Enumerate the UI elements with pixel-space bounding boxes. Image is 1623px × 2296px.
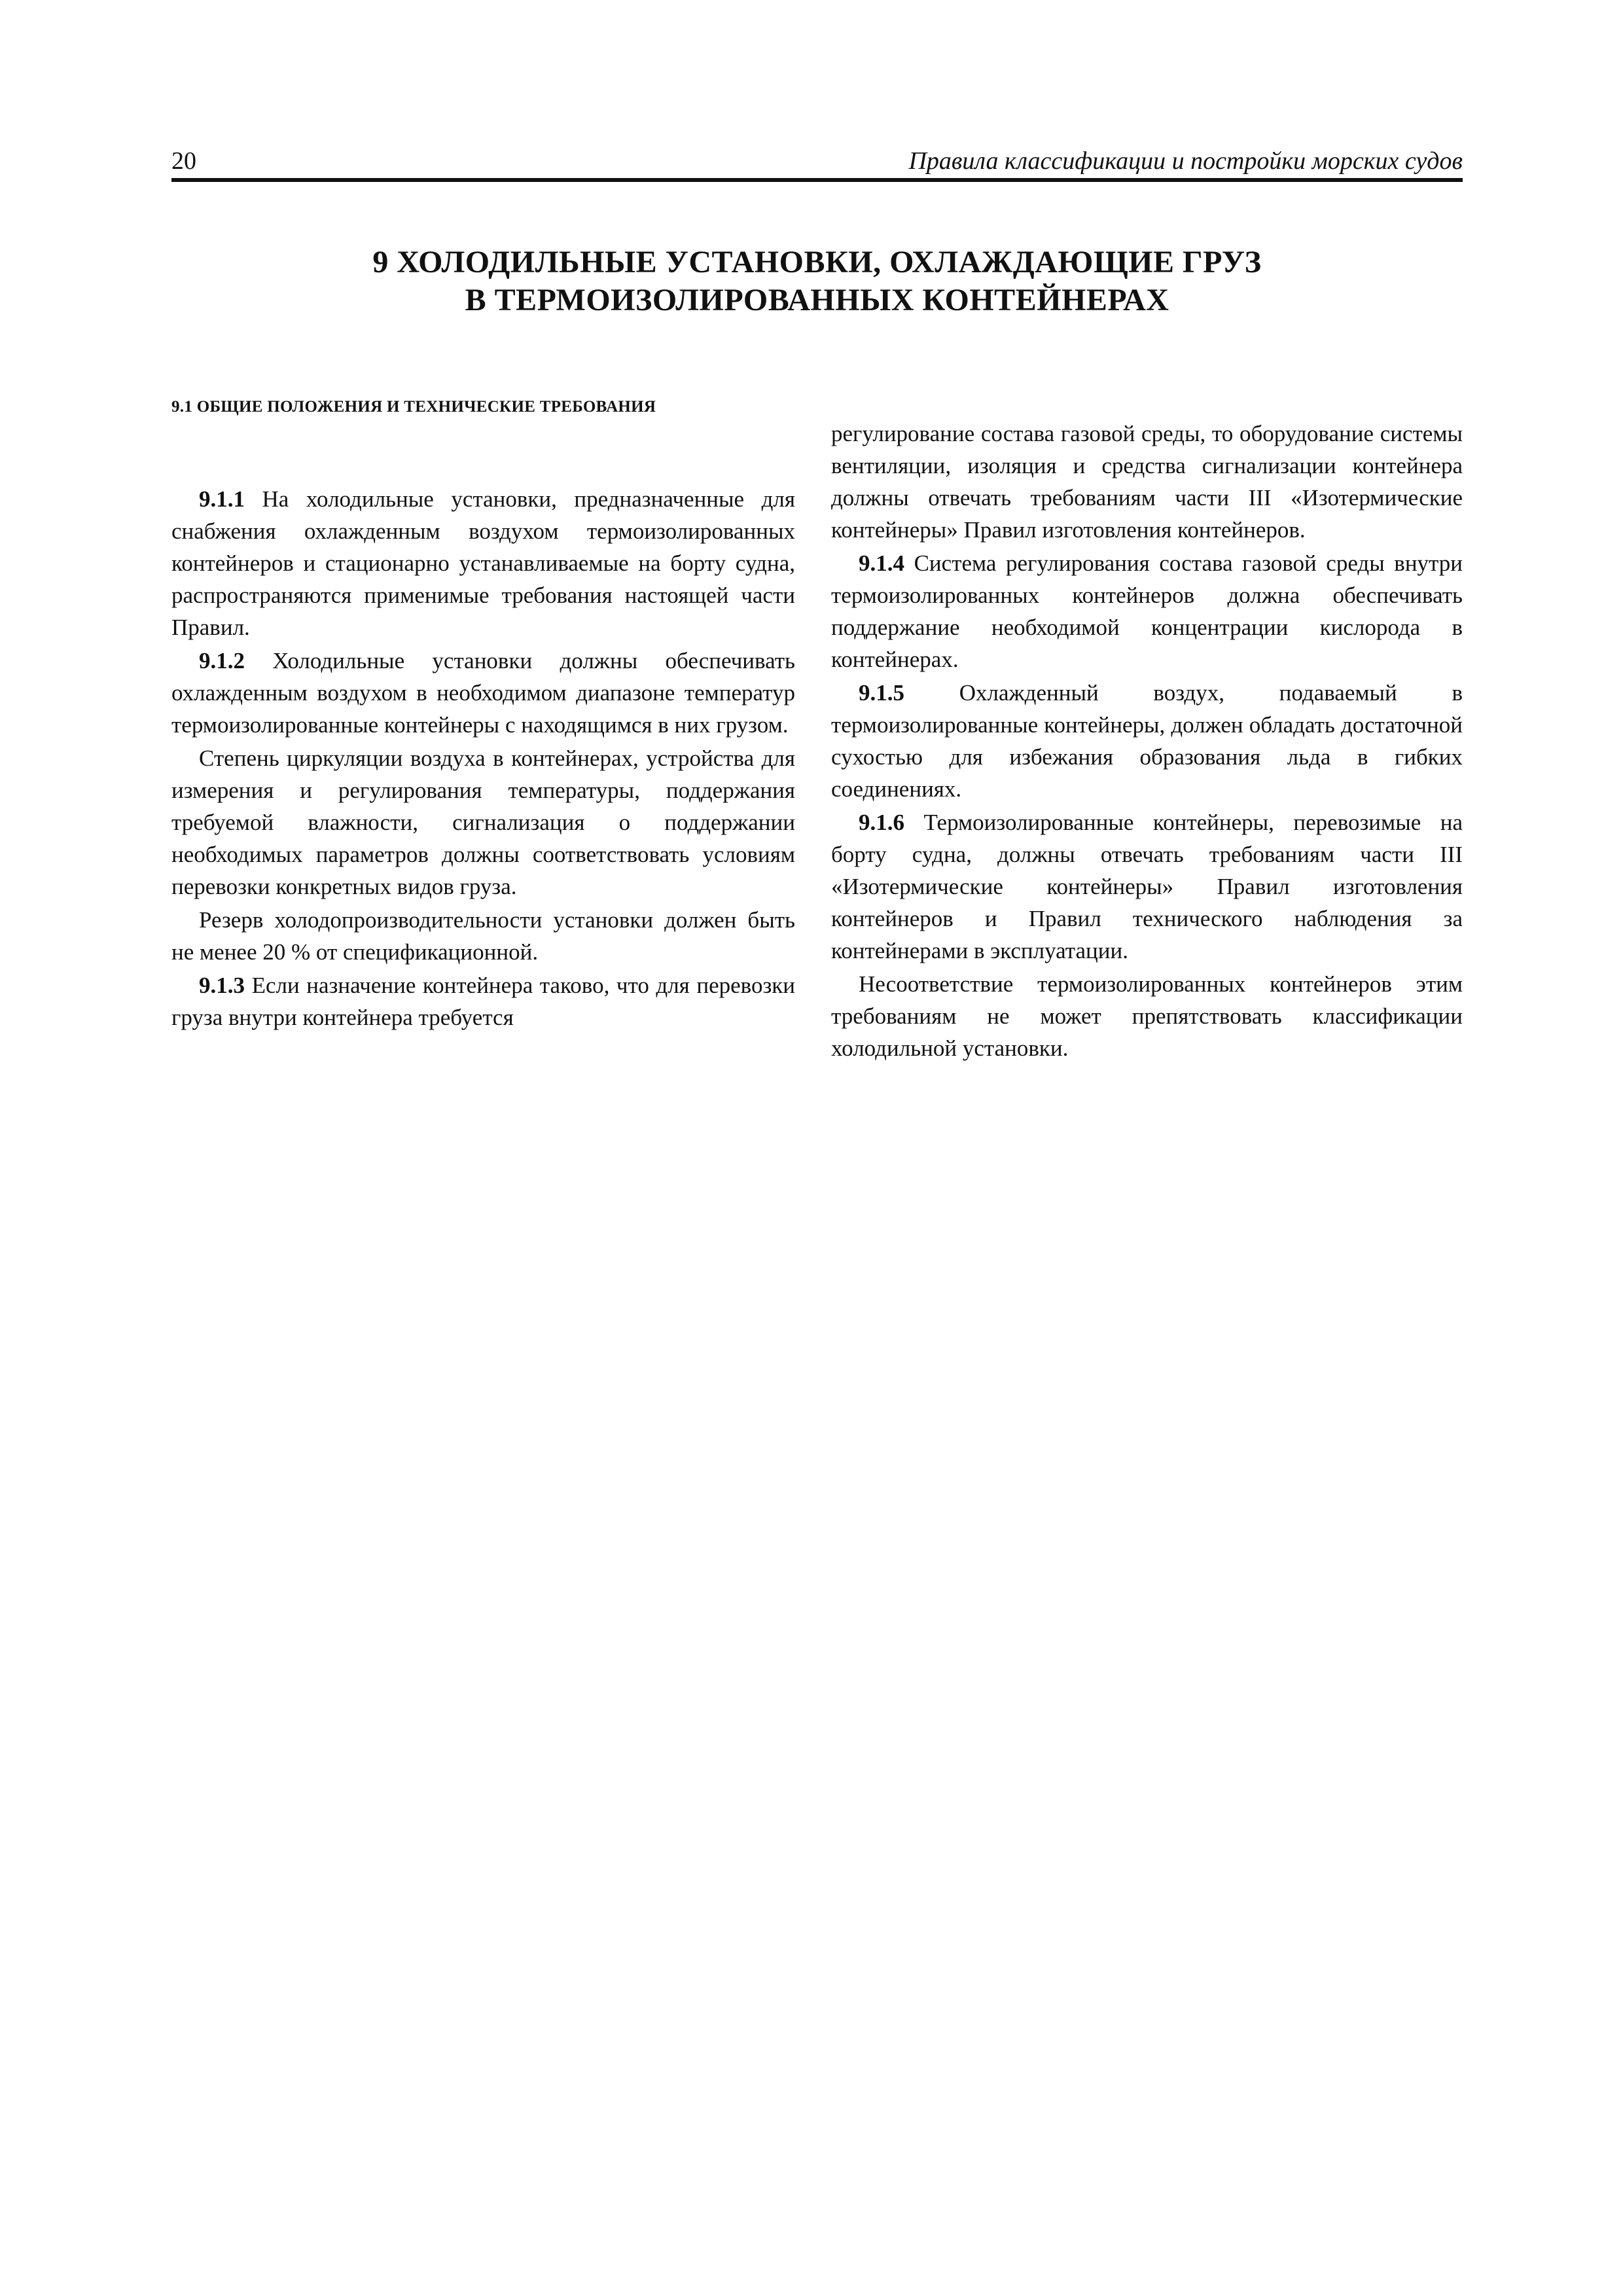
paragraph-text: Термоизолированные контейнеры, перевозимые на борту судна, должны отвечать требованиям части III «Изотермические контейнеры» Правил изготовления контейнеров и Правил технического наблюдения за контейнерами в эксплуатации. bbox=[831, 810, 1463, 963]
paragraph-text: Холодильные установки должны обеспечивать охлажденным воздухом в необходимом диапазоне температур термоизолированные контейнеры с находящимся в них грузом. bbox=[171, 648, 795, 738]
paragraph-number: 9.1.2 bbox=[199, 648, 245, 673]
paragraph-text: Охлажденный воздух, подаваемый в термоизолированные контейнеры, должен обладать достаточной сухостью для избежания образования льда в гибких соединениях. bbox=[831, 680, 1463, 802]
paragraph bbox=[831, 547, 1463, 675]
paragraph bbox=[171, 969, 795, 1033]
section-heading: 9.1 ОБЩИЕ ПОЛОЖЕНИЯ И ТЕХНИЧЕСКИЕ ТРЕБОВАНИЯ bbox=[171, 398, 656, 416]
paragraph bbox=[831, 418, 1463, 546]
left-column bbox=[171, 394, 795, 1035]
page-number: 20 bbox=[171, 147, 196, 175]
paragraph bbox=[831, 677, 1463, 805]
chapter-title-line-2: В ТЕРМОИЗОЛИРОВАННЫХ КОНТЕЙНЕРАХ bbox=[465, 283, 1169, 317]
paragraph-number: 9.1.3 bbox=[199, 973, 245, 998]
paragraph-text: На холодильные установки, предназначенные для снабжения охлажденным воздухом термоизолированных контейнеров и стационарно устанавливаемые на борту судна, распространяются применимые требования настоящей части Правил. bbox=[171, 486, 795, 640]
paragraph-number: 9.1.6 bbox=[859, 810, 904, 835]
paragraph bbox=[171, 645, 795, 741]
paragraph-text: Несоответствие термоизолированных контейнеров этим требованиям не может препятствовать классификации холодильной установки. bbox=[831, 971, 1463, 1061]
paragraph-number: 9.1.5 bbox=[859, 680, 904, 706]
paragraph bbox=[831, 968, 1463, 1064]
paragraph bbox=[171, 904, 795, 968]
paragraph-number: 9.1.4 bbox=[859, 550, 904, 576]
left-column-paragraphs bbox=[171, 483, 795, 1033]
paragraph-text: Резерв холодопроизводительности установки должен быть не менее 20 % от спецификационной. bbox=[171, 907, 795, 965]
right-column-paragraphs bbox=[831, 418, 1463, 1064]
right-column bbox=[831, 418, 1463, 1066]
paragraph-text: Степень циркуляции воздуха в контейнерах, устройства для измерения и регулирования температуры, поддержания требуемой влажности, сигнализация о поддержании необходимых параметров должны соответствовать условиям перевозки конкретных видов груза. bbox=[171, 745, 795, 899]
running-header bbox=[171, 145, 1463, 182]
running-title: Правила классификации и постройки морских судов bbox=[908, 147, 1463, 175]
paragraph-number: 9.1.1 bbox=[199, 486, 245, 512]
chapter-title-line-1: 9 ХОЛОДИЛЬНЫЕ УСТАНОВКИ, ОХЛАЖДАЮЩИЕ ГРУЗ bbox=[372, 245, 1262, 279]
paragraph-text: Если назначение контейнера таково, что для перевозки груза внутри контейнера требуется bbox=[171, 973, 795, 1030]
paragraph-text: Система регулирования состава газовой среды внутри термоизолированных контейнеров должна обеспечивать поддержание необходимой концентрации кислорода в контейнерах. bbox=[831, 550, 1463, 672]
paragraph-text: регулирование состава газовой среды, то оборудование системы вентиляции, изоляция и средства сигнализации контейнера должны отвечать требованиям части III «Изотермические контейнеры» Правил изготовления контейнеров. bbox=[831, 421, 1463, 543]
paragraph bbox=[831, 806, 1463, 967]
paragraph bbox=[171, 483, 795, 643]
chapter-title bbox=[171, 243, 1463, 319]
paragraph bbox=[171, 742, 795, 903]
